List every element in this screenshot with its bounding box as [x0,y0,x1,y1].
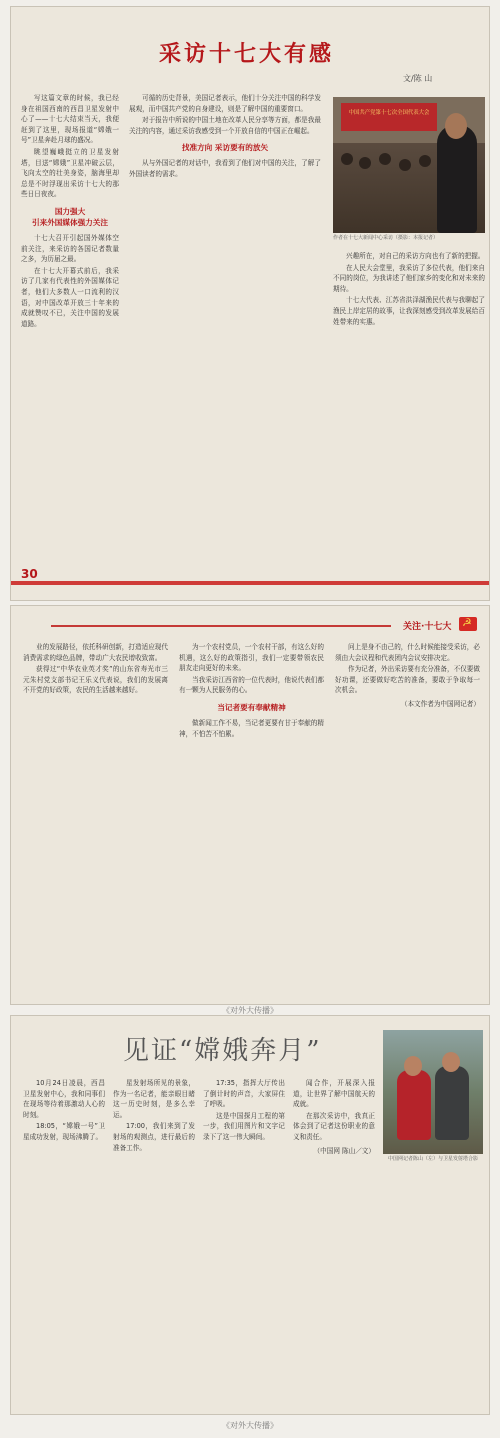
magazine-page-1 [10,6,490,601]
subhead-2: 找准方向 采访要有的放矢 [181,143,269,153]
page2-column-3: 问上是身不由己的，什么时候能接受采访，必须由大会议程和代表团内会议安排决定。 作为记者，外出采访要有充分准备，不仅要做好功课，还要做好吃苦的准备，要敢于争取每一次机会。 （本文作者为中国网记者） [335,643,480,708]
photo-caption: 中国网记者陈山（左）与卫星发射塔合影 [387,1156,478,1162]
page1-column-1: 写这篇文章的时候，我已经身在祖国西南的西昌卫星发射中心了——十七大结束当天，我便赶到了这里，现场报道“嫦娥一号”卫星奔赴月球的盛况。 眺望巍峨挺立的卫星发射塔，目送“嫦娥”卫星冲破云层，飞向太空的壮美身姿，脑海里却总是不时浮现出采访十七大的那些日日夜夜。 国力强大 引来外国媒体强力关注 十七大召开引起国外媒体空前关注，来采访的各国记者数量之多，为历届之最。 在十七大开幕式前后，我采访了几家有代表性的外国媒体记者，他们大多数人一口流利的汉语，对中国改革开放三十年来的成就赞叹不已，关注中国的发展道路。 [21,94,119,328]
byline: 文/陈 山 [403,74,433,83]
subhead: 当记者要有奉献精神 [217,702,286,712]
subhead: 国力强大 引来外国媒体强力关注 [32,206,108,227]
source-caption: 《对外大传播》 [222,1421,278,1430]
page-number: 30 [21,567,38,581]
page3-column-2: 星发射场所见的景象，作为一名记者，能亲眼目睹这一历史时刻，是多么幸运。 17:00，我们来到了发射场的观测点，进行最后的准备工作。 [113,1079,195,1152]
signoff: （本文作者为中国网记者） [400,699,480,708]
page2-column-2: 为一个农村党员，一个农村干部，有这么好的机遇，这么好的政策指引，我们一定要带领农民朋友走向更好的未来。 当我采访江西省的一位代表时，他说代表们都有一颗为人民服务的心。 当记者要有奉献精神 做新闻工作不易，当记者更要有甘于奉献的精神，不怕苦不怕累。 [179,643,324,738]
article-title: 采访十七大有感 [159,41,335,67]
page3-column-3: 17:35，指挥大厅传出了倒计时的声音，大家屏住了呼吸。 这是中国探月工程的第一步，我们用图片和文字记录下了这一伟大瞬间。 [203,1079,285,1141]
page3-column-1: 10月24日凌晨，西昌卫星发射中心，我和同事们在现场等待着那激动人心的时刻。 18:05，“嫦娥一号”卫星成功发射，现场沸腾了。 [23,1079,105,1141]
photo-caption: 作者在十七大新闻中心采访（摄影：本报记者） [333,235,439,241]
source-caption: 《对外大传播》 [222,1006,278,1015]
page1-column-2: 可循的历史背景，美国记者表示，他们十分关注中国的科学发展观，而中国共产党的自身建设，则是了解中国的重要窗口。 对于报告中所说的中国土地在改革人民分享等方面，都是我最关注的内容，通过采访我感受到一个开放自信的中国正在崛起。 找准方向 采访要有的放矢 从与外国记者的对话中，我看到了他们对中国的关注，了解了外国读者的需求。 [129,94,321,178]
photo-reporters [383,1030,483,1154]
magazine-page-2 [10,605,490,1005]
signoff: （中国网 陈山／文） [313,1146,375,1155]
page1-column-3: 兴趣所在，对自己的采访方向也有了新的把握。 在人民大会堂里，我采访了多位代表，他们来自不同的岗位，为我讲述了他们家乡的变化和对未来的期待。 十七大代表、江苏省洪泽湖渔民代表与我聊起了渔民上岸定居的故事，让我深刻感受到改革发展给百姓带来的实惠。 [333,252,485,326]
page3-column-4: 闻合作，开展深入报道，让世界了解中国航天的成就。 在那次采访中，我真正体会到了记者这份职业的意义和责任。 （中国网 陈山／文） [293,1079,375,1155]
section-label: 关注·十七大 [403,622,452,632]
party-flag-icon [459,617,477,631]
footer-strip [11,581,490,585]
photo-banner: 中国共产党第十七次全国代表大会 [341,103,437,131]
photo-press-center [333,97,485,233]
page2-column-1: 业的发展路径，依托科研创新，打造适应现代消费需求的绿色品牌，带动广大农民增收致富。 获得过“中华农业英才奖”的山东省寿光市三元朱村党支部书记王乐义代表说，我们的发展离不开党的好政策，农民的生活越来越好。 [23,643,168,695]
page2-header [11,614,490,636]
article-title: 见证“嫦娥奔月” [123,1036,322,1066]
magazine-page-3 [10,1015,490,1415]
